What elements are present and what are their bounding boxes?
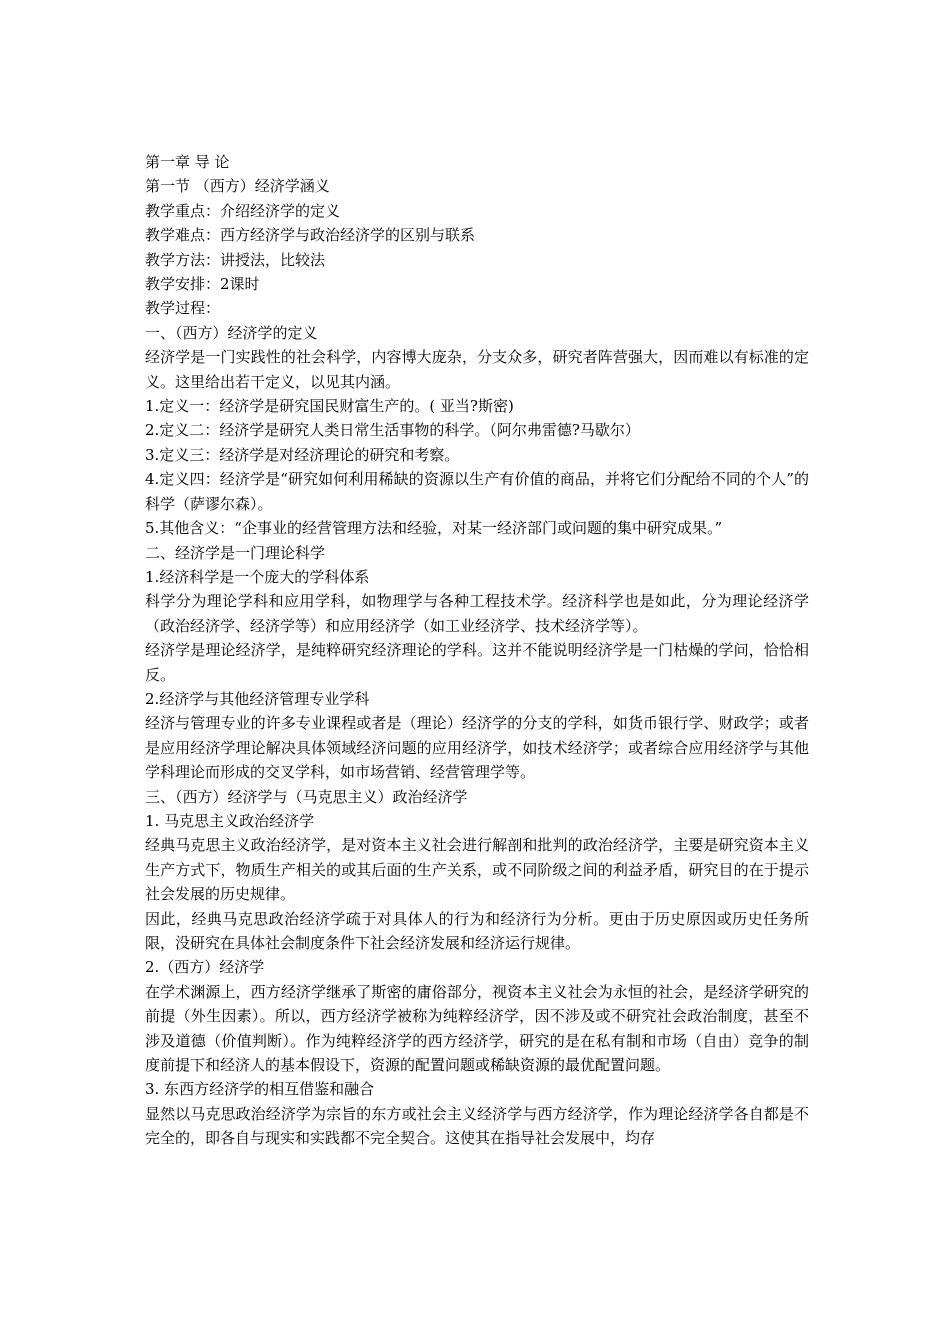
part3-heading: 三、（西方）经济学与（马克思主义）政治经济学 <box>145 787 468 806</box>
part3-subheading-1: 1. 马克思主义政治经济学 <box>145 811 315 830</box>
definition-3: 3.定义三：经济学是对经济理论的研究和考察。 <box>145 445 460 464</box>
part2-subheading-2: 2.经济学与其他经济管理专业学科 <box>145 689 370 708</box>
definition-5: 5.其他含义：“企事业的经营管理方法和经验，对某一经济部门或问题的集中研究成果。” <box>145 519 723 538</box>
part2-paragraph-1: 科学分为理论学科和应用学科，如物理学与各种工程技术学。经济科学也是如此，分为理论经济学（政治经济学、经济学等）和应用经济学（如工业经济学、技术经济学等）。 <box>145 592 809 635</box>
part2-paragraph-2: 经济学是理论经济学，是纯粹研究经济理论的学科。这并不能说明经济学是一门枯燥的学问，恰恰相反。 <box>145 641 809 684</box>
teaching-arrangement: 教学安排：2课时 <box>145 275 260 294</box>
part2-paragraph-3: 经济与管理专业的许多专业课程或者是（理论）经济学的分支的学科，如货币银行学、财政学；或者是应用经济学理论解决具体领域经济问题的应用经济学，如技术经济学；或者综合应用经济学与其他学科理论而形成的交叉学科，如市场营销、经营管理学等。 <box>145 714 809 782</box>
teaching-focus: 教学重点：介绍经济学的定义 <box>145 201 341 220</box>
part3-subheading-2: 2.（西方）经济学 <box>145 958 265 977</box>
part3-subheading-3: 3. 东西方经济学的相互借鉴和融合 <box>145 1080 375 1099</box>
part3-paragraph-3: 在学术渊源上，西方经济学继承了斯密的庸俗部分，视资本主义社会为永恒的社会，是经济学研究的前提（外生因素）。所以，西方经济学被称为纯粹经济学，因不涉及或不研究社会政治制度，甚至不涉及道德（价值判断）。作为纯粹经济学的西方经济学，研究的是在私有制和市场（自由）竞争的制度前提下和经济人的基本假设下，资源的配置问题或稀缺资源的最优配置问题。 <box>145 982 809 1075</box>
part2-subheading-1: 1.经济科学是一个庞大的学科体系 <box>145 567 370 586</box>
part1-intro: 经济学是一门实践性的社会科学，内容博大庞杂，分支众多，研究者阵营强大，因而难以有标准的定义。这里给出若干定义，以见其内涵。 <box>145 348 809 391</box>
definition-4: 4.定义四：经济学是“研究如何利用稀缺的资源以生产有价值的商品，并将它们分配给不同的个人”的科学（萨谬尔森）。 <box>145 470 809 513</box>
part2-heading: 二、经济学是一门理论科学 <box>145 543 326 562</box>
teaching-method: 教学方法：讲授法，比较法 <box>145 250 326 269</box>
part3-paragraph-1: 经典马克思主义政治经济学，是对资本主义社会进行解剖和批判的政治经济学，主要是研究资本主义生产方式下，物质生产相关的或其后面的生产关系，或不同阶级之间的利益矛盾，研究目的在于提示社会发展的历史规律。 <box>145 836 809 904</box>
definition-1: 1.定义一：经济学是研究国民财富生产的。( 亚当?斯密) <box>145 397 514 416</box>
section-title: 第一节 （西方）经济学涵义 <box>145 177 330 196</box>
chapter-title: 第一章 导 论 <box>145 153 230 171</box>
teaching-process: 教学过程： <box>145 299 221 318</box>
definition-2: 2.定义二：经济学是研究人类日常生活事物的科学。（阿尔弗雷德?马歇尔） <box>145 421 640 440</box>
document-page <box>145 150 809 1151</box>
part1-heading: 一、（西方）经济学的定义 <box>145 323 318 342</box>
teaching-difficulty: 教学难点：西方经济学与政治经济学的区别与联系 <box>145 226 476 245</box>
part3-paragraph-2: 因此，经典马克思政治经济学疏于对具体人的行为和经济行为分析。更由于历史原因或历史任务所限，没研究在具体社会制度条件下社会经济发展和经济运行规律。 <box>145 909 809 952</box>
part3-paragraph-4: 显然以马克思政治经济学为宗旨的东方或社会主义经济学与西方经济学，作为理论经济学各自都是不完全的，即各自与现实和实践都不完全契合。这使其在指导社会发展中，均存 <box>145 1104 809 1148</box>
